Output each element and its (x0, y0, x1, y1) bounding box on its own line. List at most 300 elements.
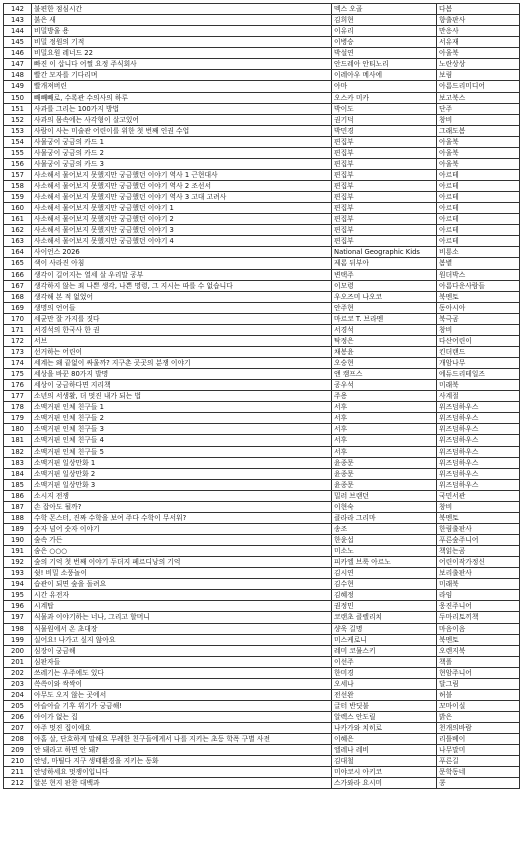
row-number-cell: 180 (4, 424, 32, 435)
table-row (4, 169, 520, 180)
book-publisher-cell: 아르테 (437, 192, 520, 203)
book-title-cell: 아이가 없는 집 (32, 712, 332, 723)
book-list-body (4, 4, 520, 789)
book-title-cell: 숨은 ○○○ (32, 546, 332, 557)
book-publisher-cell: 보림 (437, 70, 520, 81)
book-author-cell: 이모령 (332, 280, 437, 291)
table-row (4, 269, 520, 280)
book-author-cell: 공우석 (332, 380, 437, 391)
row-number-cell: 176 (4, 380, 32, 391)
book-author-cell: 오세나 (332, 678, 437, 689)
book-publisher-cell: 아르테 (437, 169, 520, 180)
book-publisher-cell: 아르테 (437, 225, 520, 236)
book-publisher-cell: 두마리토끼책 (437, 612, 520, 623)
table-row (4, 402, 520, 413)
row-number-cell: 171 (4, 324, 32, 335)
table-row (4, 114, 520, 125)
row-number-cell: 174 (4, 358, 32, 369)
table-row (4, 258, 520, 269)
table-row (4, 601, 520, 612)
table-row (4, 468, 520, 479)
row-number-cell: 172 (4, 335, 32, 346)
book-title-cell: 사물궁이 궁금의 카드 2 (32, 147, 332, 158)
book-title-cell: 쉿! 비밀 소풍놀이 (32, 568, 332, 579)
table-row (4, 700, 520, 711)
table-row (4, 568, 520, 579)
row-number-cell: 192 (4, 557, 32, 568)
book-author-cell: 알렉스 안도릴 (332, 712, 437, 723)
book-publisher-cell: 국민서관 (437, 490, 520, 501)
book-title-cell: 생각이 길어지는 열세 살 우리말 공부 (32, 269, 332, 280)
row-number-cell: 190 (4, 535, 32, 546)
table-row (4, 546, 520, 557)
table-row (4, 656, 520, 667)
book-author-cell: 서후 (332, 435, 437, 446)
book-author-cell: 피카엘 브룩 아르노 (332, 557, 437, 568)
book-author-cell: 박설연 (332, 48, 437, 59)
book-title-cell: 손 잡아도 될까? (32, 501, 332, 512)
row-number-cell: 205 (4, 700, 32, 711)
book-title-cell: 소맥거핀 인체 친구들 4 (32, 435, 332, 446)
table-row (4, 523, 520, 534)
table-row (4, 59, 520, 70)
row-number-cell: 208 (4, 734, 32, 745)
book-author-cell: 변택주 (332, 269, 437, 280)
table-row (4, 103, 520, 114)
table-row (4, 92, 520, 103)
book-publisher-cell: 다산어린이 (437, 335, 520, 346)
book-title-cell: 소맥거핀 일상만화 1 (32, 457, 332, 468)
table-row (4, 479, 520, 490)
book-publisher-cell: 노란상상 (437, 59, 520, 70)
book-publisher-cell: 북멘토 (437, 512, 520, 523)
book-author-cell: 한윤섭 (332, 535, 437, 546)
book-publisher-cell: 만응사 (437, 26, 520, 37)
row-number-cell: 204 (4, 689, 32, 700)
row-number-cell: 193 (4, 568, 32, 579)
book-publisher-cell: 북극곰 (437, 313, 520, 324)
book-publisher-cell: 한림출판사 (437, 523, 520, 534)
row-number-cell: 154 (4, 136, 32, 147)
book-title-cell: 시계탑 (32, 601, 332, 612)
row-number-cell: 202 (4, 667, 32, 678)
book-publisher-cell: 위즈덤하우스 (437, 413, 520, 424)
book-publisher-cell: 창비 (437, 114, 520, 125)
row-number-cell: 211 (4, 767, 32, 778)
row-number-cell: 158 (4, 181, 32, 192)
book-title-cell: 사과를 그리는 100가지 방법 (32, 103, 332, 114)
row-number-cell: 167 (4, 280, 32, 291)
book-title-cell: 서경석의 한국사 한 권 (32, 324, 332, 335)
book-publisher-cell: 미래북 (437, 380, 520, 391)
book-list-table (3, 3, 520, 789)
book-title-cell: 소맥거핀 인체 친구들 5 (32, 446, 332, 457)
row-number-cell: 191 (4, 546, 32, 557)
book-title-cell: 사과의 몸속에는 사각형이 살고있어 (32, 114, 332, 125)
book-title-cell: 빼빼빼로, 수록관 수의사의 하루 (32, 92, 332, 103)
row-number-cell: 165 (4, 258, 32, 269)
row-number-cell: 168 (4, 291, 32, 302)
book-author-cell: 클라라 그리마 (332, 512, 437, 523)
row-number-cell: 203 (4, 678, 32, 689)
book-publisher-cell: 달그림 (437, 678, 520, 689)
book-author-cell: 서후 (332, 413, 437, 424)
table-row (4, 723, 520, 734)
book-publisher-cell: 북멘토 (437, 291, 520, 302)
book-publisher-cell: 콩 (437, 778, 520, 789)
book-publisher-cell: 봄볕 (437, 258, 520, 269)
row-number-cell: 178 (4, 402, 32, 413)
book-publisher-cell: 꼬마이실 (437, 700, 520, 711)
book-author-cell: 권기덕 (332, 114, 437, 125)
table-row (4, 424, 520, 435)
table-row (4, 125, 520, 136)
book-publisher-cell: 아르테 (437, 203, 520, 214)
book-publisher-cell: 어린이작가정신 (437, 557, 520, 568)
row-number-cell: 182 (4, 446, 32, 457)
book-author-cell: 오승현 (332, 358, 437, 369)
book-publisher-cell: 아름드리미디어 (437, 81, 520, 92)
row-number-cell: 210 (4, 756, 32, 767)
table-row (4, 203, 520, 214)
table-row (4, 236, 520, 247)
book-publisher-cell: 위즈덤하우스 (437, 457, 520, 468)
book-title-cell: 심장이 궁금해 (32, 645, 332, 656)
book-author-cell: 서후 (332, 402, 437, 413)
book-author-cell: 편집부 (332, 225, 437, 236)
book-publisher-cell: 현암주니어 (437, 667, 520, 678)
row-number-cell: 196 (4, 601, 32, 612)
row-number-cell: 181 (4, 435, 32, 446)
table-row (4, 756, 520, 767)
book-publisher-cell: 천개의바람 (437, 723, 520, 734)
book-publisher-cell: 오렌지북 (437, 645, 520, 656)
table-row (4, 346, 520, 357)
table-row (4, 247, 520, 258)
book-author-cell: 나카가와 치히로 (332, 723, 437, 734)
book-author-cell: 김수현 (332, 579, 437, 590)
book-title-cell: 식물과 이야기하는 너나, 그리고 할머니 (32, 612, 332, 623)
book-publisher-cell: 단주 (437, 103, 520, 114)
book-publisher-cell: 위즈덤하우스 (437, 479, 520, 490)
table-row (4, 369, 520, 380)
row-number-cell: 146 (4, 48, 32, 59)
table-row (4, 712, 520, 723)
row-number-cell: 185 (4, 479, 32, 490)
book-publisher-cell: 킨더랜드 (437, 346, 520, 357)
book-author-cell: 편집부 (332, 192, 437, 203)
book-author-cell: 안주현 (332, 302, 437, 313)
row-number-cell: 157 (4, 169, 32, 180)
book-title-cell: 사이언스 2026 (32, 247, 332, 258)
book-publisher-cell: 위즈덤하우스 (437, 402, 520, 413)
book-publisher-cell: 보리출판사 (437, 568, 520, 579)
book-publisher-cell: 다봄 (437, 4, 520, 15)
book-author-cell: 채봉윤 (332, 346, 437, 357)
book-title-cell: 알본 현지 판찬 대백과 (32, 778, 332, 789)
book-title-cell: 사소해서 물어보지 못했지만 궁금했던 이야기 역사 1 근현대사 (32, 169, 332, 180)
book-publisher-cell: 동아시아 (437, 302, 520, 313)
table-row (4, 15, 520, 26)
book-title-cell: 소맥거핀 일상만화 2 (32, 468, 332, 479)
book-author-cell: 제롬 뒤부아 (332, 258, 437, 269)
book-publisher-cell: 아울북 (437, 48, 520, 59)
book-publisher-cell: 비룡소 (437, 247, 520, 258)
row-number-cell: 201 (4, 656, 32, 667)
row-number-cell: 188 (4, 512, 32, 523)
book-title-cell: 붉은 새 (32, 15, 332, 26)
book-author-cell: 권정민 (332, 601, 437, 612)
table-row (4, 457, 520, 468)
book-author-cell: National Geographic Kids (332, 247, 437, 258)
row-number-cell: 194 (4, 579, 32, 590)
table-row (4, 192, 520, 203)
table-row (4, 667, 520, 678)
book-title-cell: 세상을 바꾼 80가지 발명 (32, 369, 332, 380)
row-number-cell: 184 (4, 468, 32, 479)
table-row (4, 778, 520, 789)
row-number-cell: 143 (4, 15, 32, 26)
table-row (4, 280, 520, 291)
table-row (4, 225, 520, 236)
book-title-cell: 숲의 기억 첫 번째 이야기 두더지 페르디낭의 기억 (32, 557, 332, 568)
table-row (4, 48, 520, 59)
row-number-cell: 195 (4, 590, 32, 601)
table-row (4, 734, 520, 745)
book-author-cell: 미스케로니 (332, 634, 437, 645)
table-row (4, 358, 520, 369)
table-row (4, 745, 520, 756)
book-publisher-cell: 원더박스 (437, 269, 520, 280)
book-title-cell: 비밀방울 용 (32, 26, 332, 37)
row-number-cell: 163 (4, 236, 32, 247)
book-author-cell: 글터 반딧불 (332, 700, 437, 711)
table-row (4, 313, 520, 324)
book-author-cell: 이현숙 (332, 501, 437, 512)
book-author-cell: 편집부 (332, 136, 437, 147)
book-title-cell: 시간 유전자 (32, 590, 332, 601)
row-number-cell: 152 (4, 114, 32, 125)
book-publisher-cell: 책폴 (437, 656, 520, 667)
book-author-cell: 한미경 (332, 667, 437, 678)
book-title-cell: 소맥거핀 인체 친구들 3 (32, 424, 332, 435)
book-author-cell: 김희현 (332, 15, 437, 26)
book-title-cell: 심판자들 (32, 656, 332, 667)
book-author-cell: 김대철 (332, 756, 437, 767)
table-row (4, 70, 520, 81)
row-number-cell: 179 (4, 413, 32, 424)
book-title-cell: 숲속 가든 (32, 535, 332, 546)
book-title-cell: 안녕하세요 멋쟁이입니다 (32, 767, 332, 778)
book-publisher-cell: 밝은 (437, 712, 520, 723)
book-title-cell: 소맥거핀 일상만화 3 (32, 479, 332, 490)
table-row (4, 634, 520, 645)
book-author-cell: 편집부 (332, 214, 437, 225)
table-row (4, 181, 520, 192)
book-title-cell: 사물궁이 궁금의 카드 3 (32, 158, 332, 169)
book-title-cell: 사소해서 물어보지 못했지만 궁금했던 이야기 2 (32, 214, 332, 225)
book-author-cell: 코랜초 클렐리치 (332, 612, 437, 623)
book-publisher-cell: 아울북 (437, 158, 520, 169)
book-author-cell: 편집부 (332, 236, 437, 247)
book-title-cell: 빨개져버린 (32, 81, 332, 92)
book-publisher-cell: 아울북 (437, 136, 520, 147)
book-author-cell: 서경석 (332, 324, 437, 335)
table-row (4, 26, 520, 37)
book-publisher-cell: 개암나무 (437, 358, 520, 369)
book-author-cell: 서후 (332, 424, 437, 435)
book-author-cell: 밀러 브랜던 (332, 490, 437, 501)
book-title-cell: 소시지 전쟁 (32, 490, 332, 501)
book-author-cell: 이레아우 메사에 (332, 70, 437, 81)
row-number-cell: 198 (4, 623, 32, 634)
book-publisher-cell: 아르테 (437, 236, 520, 247)
book-author-cell: 우오즈미 나오코 (332, 291, 437, 302)
table-row (4, 4, 520, 15)
table-row (4, 291, 520, 302)
book-publisher-cell: 창비 (437, 324, 520, 335)
row-number-cell: 197 (4, 612, 32, 623)
table-row (4, 147, 520, 158)
book-title-cell: 비밀요원 레너드 22 (32, 48, 332, 59)
book-author-cell: 주용 (332, 391, 437, 402)
book-author-cell: 전선완 (332, 689, 437, 700)
table-row (4, 324, 520, 335)
book-title-cell: 아주 멋진 집이에요 (32, 723, 332, 734)
book-title-cell: 사람이 사는 미술관 어린이를 위한 첫 번째 인권 수업 (32, 125, 332, 136)
book-title-cell: 생각해 본 적 없었어 (32, 291, 332, 302)
book-author-cell: 스가와라 요시미 (332, 778, 437, 789)
book-title-cell: 소맥거핀 인체 친구들 2 (32, 413, 332, 424)
book-author-cell: 미소노 (332, 546, 437, 557)
book-author-cell: 탁정은 (332, 335, 437, 346)
book-author-cell: 멕스 오골 (332, 4, 437, 15)
book-publisher-cell: 라임 (437, 590, 520, 601)
book-author-cell: 윤종문 (332, 457, 437, 468)
book-publisher-cell: 창비 (437, 501, 520, 512)
table-row (4, 435, 520, 446)
book-publisher-cell: 위즈덤하우스 (437, 446, 520, 457)
book-author-cell: 오스카 미카 (332, 92, 437, 103)
row-number-cell: 206 (4, 712, 32, 723)
book-publisher-cell: 그래도봄 (437, 125, 520, 136)
row-number-cell: 156 (4, 158, 32, 169)
table-row (4, 81, 520, 92)
row-number-cell: 166 (4, 269, 32, 280)
table-row (4, 380, 520, 391)
table-row (4, 391, 520, 402)
book-publisher-cell: 아름다운사람들 (437, 280, 520, 291)
row-number-cell: 207 (4, 723, 32, 734)
book-publisher-cell: 아르테 (437, 181, 520, 192)
row-number-cell: 159 (4, 192, 32, 203)
row-number-cell: 186 (4, 490, 32, 501)
book-author-cell: 이유리 (332, 26, 437, 37)
table-row (4, 678, 520, 689)
book-publisher-cell: 에듀드리테일즈 (437, 369, 520, 380)
row-number-cell: 161 (4, 214, 32, 225)
book-publisher-cell: 허블 (437, 689, 520, 700)
row-number-cell: 153 (4, 125, 32, 136)
book-author-cell: 김시연 (332, 568, 437, 579)
table-row (4, 612, 520, 623)
book-publisher-cell: 웅진주니어 (437, 601, 520, 612)
row-number-cell: 212 (4, 778, 32, 789)
book-title-cell: 사소해서 물어보지 못했지만 궁금했던 이야기 역사 3 고대 고려사 (32, 192, 332, 203)
book-publisher-cell: 문학동네 (437, 767, 520, 778)
table-row (4, 136, 520, 147)
book-publisher-cell: 서유재 (437, 37, 520, 48)
book-title-cell: 수학 몬스터, 진짜 수학을 보여 주다 수학이 무서워? (32, 512, 332, 523)
book-author-cell: 미야코시 아키코 (332, 767, 437, 778)
row-number-cell: 170 (4, 313, 32, 324)
book-title-cell: 아홉 살, 단호하게 말해요 무례한 친구들에게서 나를 지키는 초등 학폭 구별 사전 (32, 734, 332, 745)
row-number-cell: 150 (4, 92, 32, 103)
table-row (4, 557, 520, 568)
book-author-cell: 마르코 T. 브라멘 (332, 313, 437, 324)
table-row (4, 413, 520, 424)
book-publisher-cell: 위즈덤하우스 (437, 424, 520, 435)
book-publisher-cell: 북멘토 (437, 634, 520, 645)
book-author-cell: 이선주 (332, 656, 437, 667)
table-row (4, 767, 520, 778)
book-publisher-cell: 나무말미 (437, 745, 520, 756)
book-publisher-cell: 푸른길 (437, 756, 520, 767)
book-title-cell: 안녕, 마틸다 지구 생태환경을 지키는 동화 (32, 756, 332, 767)
row-number-cell: 151 (4, 103, 32, 114)
table-row (4, 37, 520, 48)
row-number-cell: 169 (4, 302, 32, 313)
table-row (4, 645, 520, 656)
book-publisher-cell: 보고북스 (437, 92, 520, 103)
row-number-cell: 189 (4, 523, 32, 534)
book-publisher-cell: 위즈덤하우스 (437, 468, 520, 479)
row-number-cell: 149 (4, 81, 32, 92)
book-publisher-cell: 위즈덤하우스 (437, 435, 520, 446)
book-title-cell: 소년의 서생활, 더 멋진 내가 되는 법 (32, 391, 332, 402)
table-row (4, 335, 520, 346)
book-author-cell: 편집부 (332, 169, 437, 180)
book-title-cell: 숫자 넘어 숫자 이야기 (32, 523, 332, 534)
book-title-cell: 쓱쓱이와 싹싹이 (32, 678, 332, 689)
book-title-cell: 빠진 이 삽니다 어쩔 요정 주식회사 (32, 59, 332, 70)
book-title-cell: 습관이 되면 숲을 돌려요 (32, 579, 332, 590)
row-number-cell: 164 (4, 247, 32, 258)
book-title-cell: 색이 사라진 아침 (32, 258, 332, 269)
book-author-cell: 편집부 (332, 203, 437, 214)
book-title-cell: 사소해서 물어보지 못했지만 궁금했던 이야기 1 (32, 203, 332, 214)
table-row (4, 535, 520, 546)
book-title-cell: 사소해서 물어보지 못했지만 궁금했던 이야기 역사 2 조선서 (32, 181, 332, 192)
table-row (4, 214, 520, 225)
row-number-cell: 175 (4, 369, 32, 380)
table-row (4, 302, 520, 313)
table-row (4, 579, 520, 590)
book-title-cell: 빨간 모자를 기다리며 (32, 70, 332, 81)
book-author-cell: 김혜정 (332, 590, 437, 601)
row-number-cell: 187 (4, 501, 32, 512)
row-number-cell: 148 (4, 70, 32, 81)
row-number-cell: 200 (4, 645, 32, 656)
row-number-cell: 144 (4, 26, 32, 37)
table-row (4, 689, 520, 700)
book-title-cell: 세균만 잘 가지를 짓다 (32, 313, 332, 324)
book-title-cell: 생명의 언어들 (32, 302, 332, 313)
row-number-cell: 199 (4, 634, 32, 645)
book-author-cell: 아마 (332, 81, 437, 92)
table-row (4, 512, 520, 523)
book-publisher-cell: 미래북 (437, 579, 520, 590)
